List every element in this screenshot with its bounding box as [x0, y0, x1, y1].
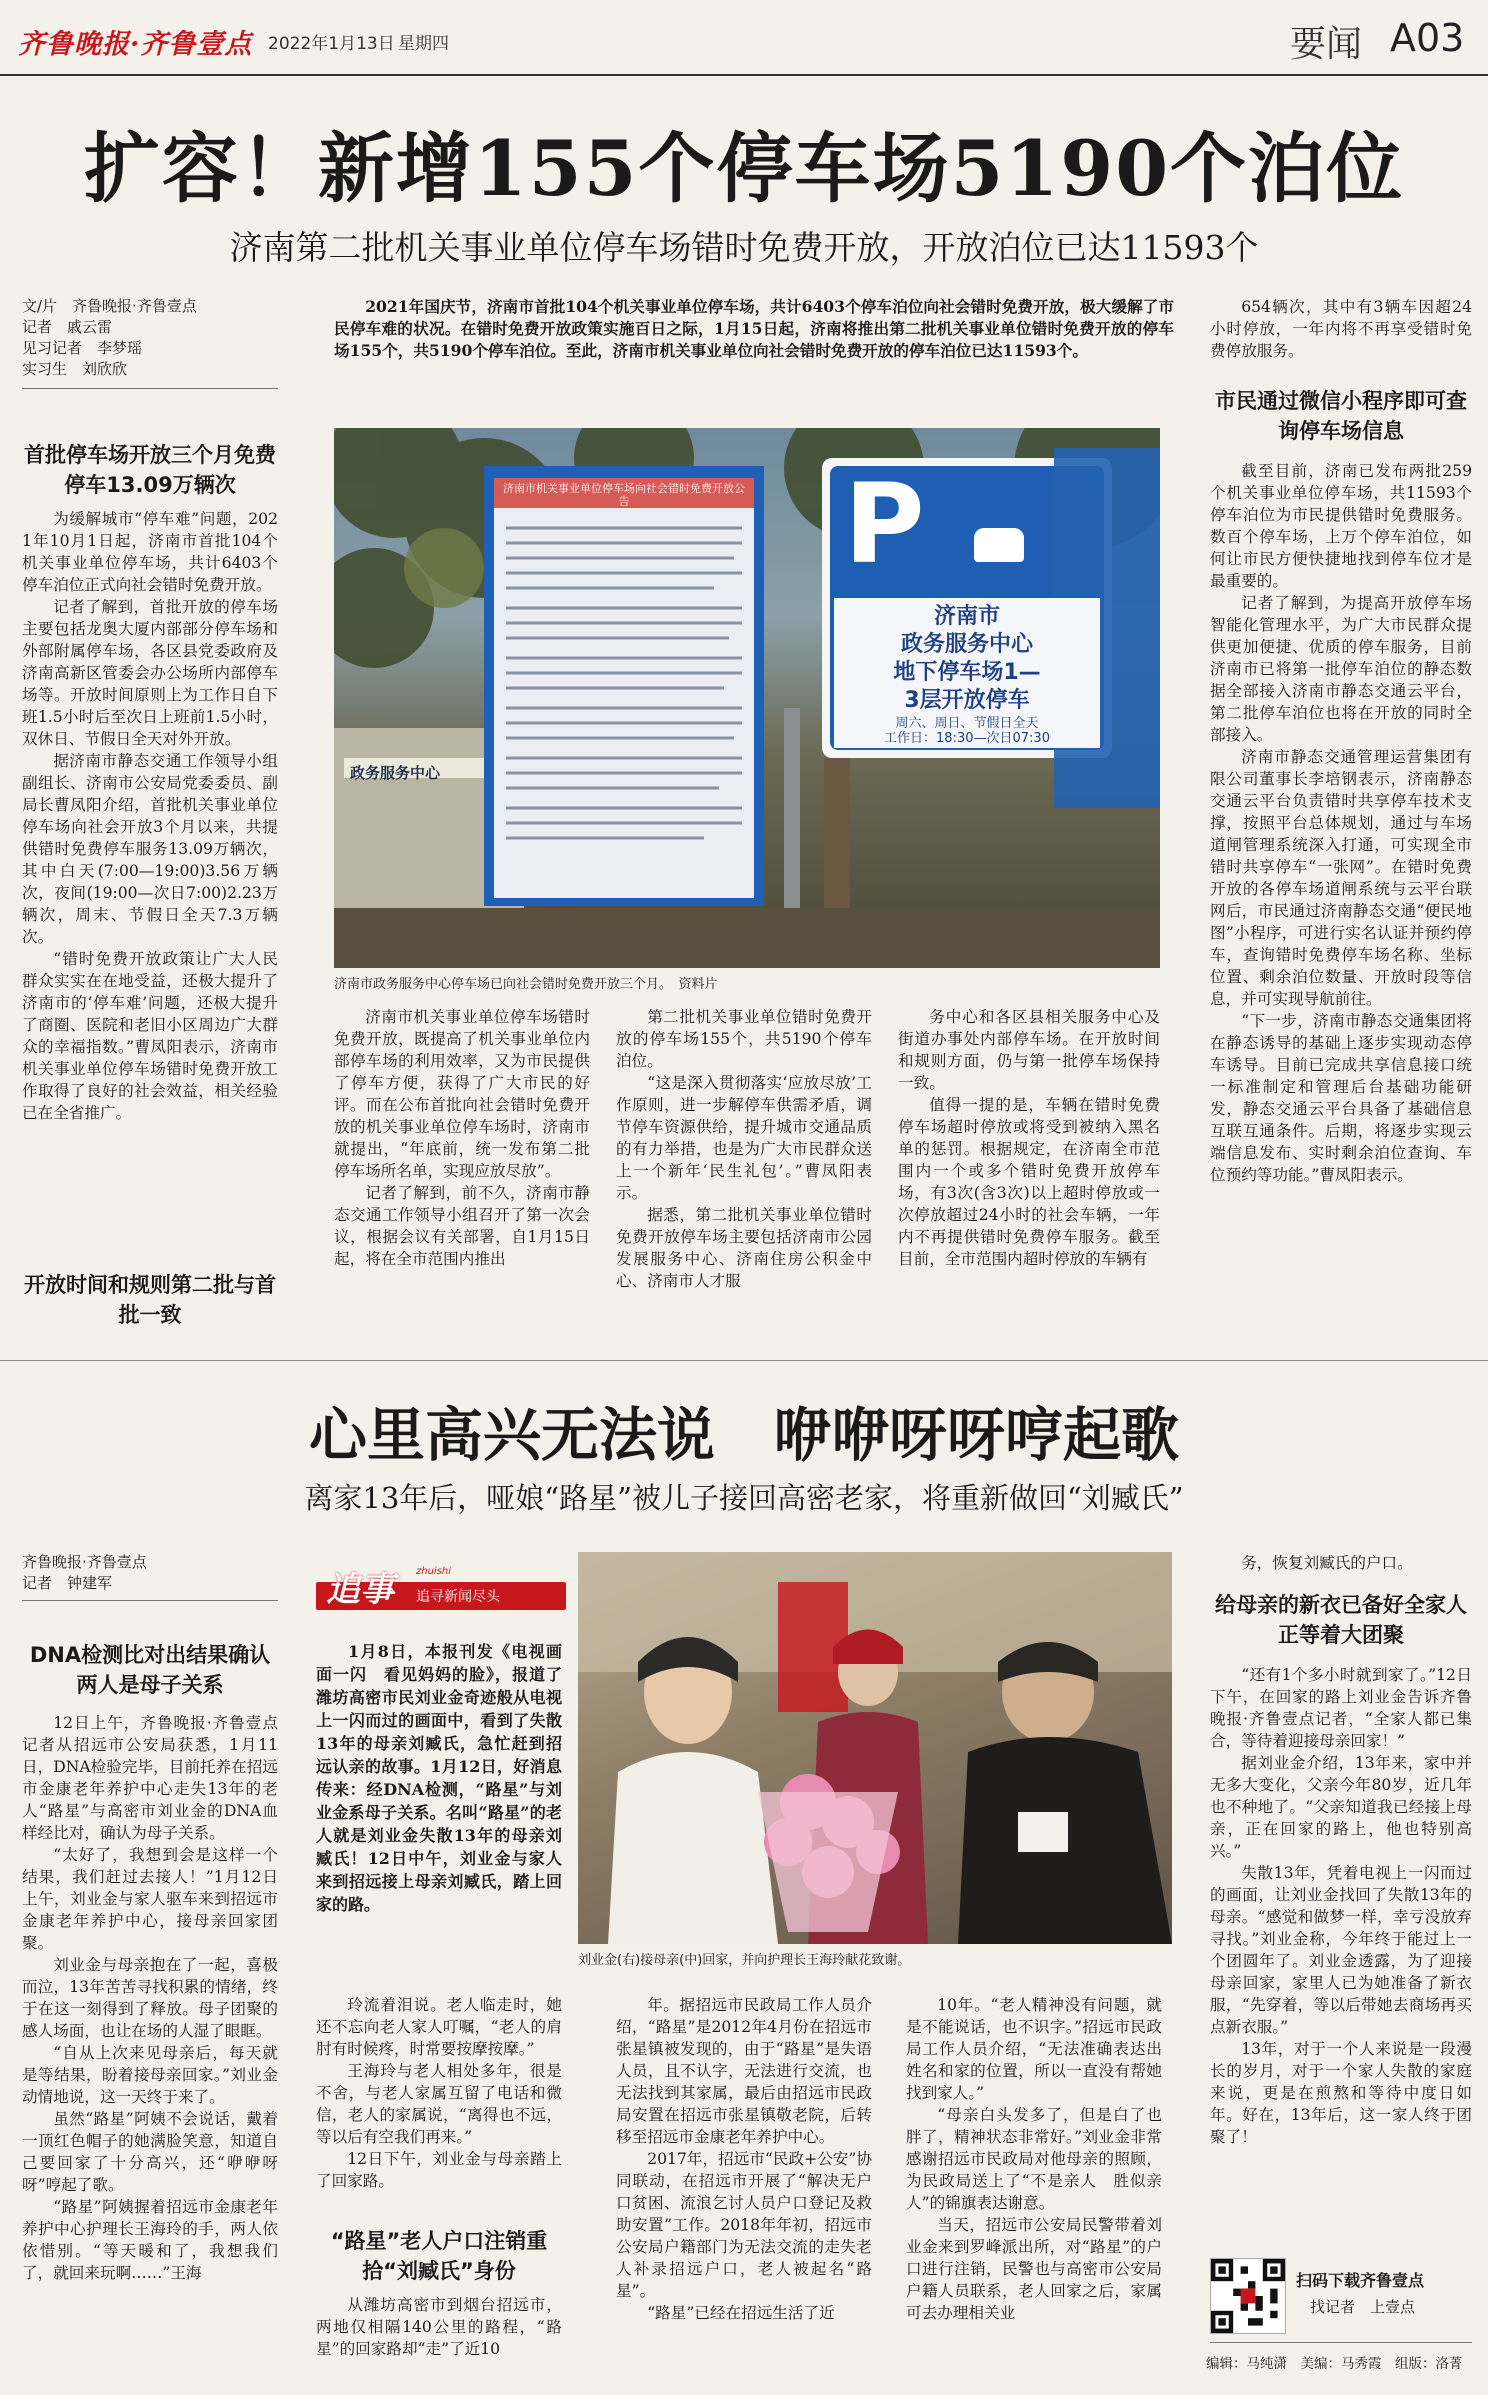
byline-line: 记者 钟建军 — [22, 1574, 113, 1592]
masthead — [0, 0, 1488, 80]
story1-column-4 — [898, 1006, 1160, 1270]
sign-line-2: 政务服务中心 — [900, 632, 1033, 657]
footer-rule — [1210, 2342, 1472, 2343]
story2-subheading-2: “路星”老人户口注销重拾“刘臧氏”身份 — [330, 2229, 548, 2283]
paragraph: 玲流着泪说。老人临走时，她还不忘向老人家人叮嘱，“老人的肩肘有时候疼，时常要按摩按摩。” — [316, 1996, 562, 2058]
story1-subheading-3: 市民通过微信小程序即可查询停车场信息 — [1215, 389, 1467, 443]
page-credits: 编辑：马纯潇 美编：马秀霞 组版：洛菁 — [1206, 2356, 1463, 2372]
story1-byline — [22, 296, 282, 380]
sign-line-1: 济南市 — [933, 604, 1000, 629]
building-sign: 政务服务中心 — [350, 764, 441, 782]
page-number: A03 — [1390, 16, 1465, 60]
story2-column-5a — [1210, 1552, 1472, 1574]
paragraph: 刘业金与母亲抱在了一起，喜极而泣，13年苦苦寻找积累的情绪，终于在这一刻得到了释放。母子团聚的感人场面，也让在场的人湿了眼眶。 — [22, 1956, 278, 2040]
issue-date: 2022年1月13日 — [268, 34, 395, 54]
story1-photo-caption: 济南市政务服务中心停车场已向社会错时免费开放三个月。 资料片 — [334, 977, 718, 992]
qr-code[interactable] — [1210, 2258, 1286, 2334]
byline-line: 文/片 齐鲁晚报·齐鲁壹点 — [22, 297, 197, 315]
qr-caption-1: 扫码下载齐鲁壹点 — [1296, 2271, 1425, 2290]
story-divider — [0, 1360, 1488, 1361]
paragraph: 王海玲与老人相处多年，很是不舍，与老人家属互留了电话和微信，老人的家属说，“离得也不远，等以后有空我们再来。” — [316, 2062, 562, 2146]
story2-lead: 1月8日，本报刊发《电视画面一闪 看见妈妈的脸》，报道了潍坊高密市民刘业金奇迹般从电视上一闪而过的画面中，看到了失散13年的母亲刘臧氏，急忙赶到招远认亲的故事。1月12日，好消息传来：经DNA检测，“路星”与刘业金系母子关系。名叫“路星”的老人就是刘业金失散13年的母亲刘臧氏！12日中午，刘业金与家人来到招远接上母亲刘臧氏，踏上回家的路。 — [316, 1642, 562, 1914]
story1-column-1 — [22, 508, 278, 1124]
story1-column-3 — [616, 1006, 872, 1292]
paragraph: 13年，对于一个人来说是一段漫长的岁月，对于一个家人失散的家庭来说，更是在煎熬和等待中度日如年。好在，13年后，这一家人终于团聚了！ — [1210, 2040, 1472, 2146]
story2-column-1 — [22, 1712, 278, 2284]
car-icon — [974, 528, 1024, 562]
paragraph: 失散13年，凭着电视上一闪而过的画面，让刘业金找回了失散13年的母亲。“感觉和做梦一样，幸亏没放弃寻找。”刘业金称，今年终于能过上一个团圆年了。刘业金透露，为了迎接母亲回家，家里人已为她准备了新衣服，“先穿着，等以后带她去商场再买点新衣服。” — [1210, 1864, 1472, 2036]
badge-pinyin: zhuishi — [416, 1566, 452, 1577]
paragraph: 据悉，第二批机关事业单位错时免费开放停车场主要包括济南市公园发展服务中心、济南住房公积金中心、济南市人才服 — [616, 1206, 872, 1290]
paragraph: 虽然“路星”阿姨不会说话，戴着一顶红色帽子的她满脸笑意，知道自己要回家了十分高兴，还“咿咿呀呀”哼起了歌。 — [22, 2110, 278, 2194]
parking-p-letter: P — [844, 460, 925, 588]
paragraph: “自从上次来见母亲后，每天就是等结果，盼着接母亲回家。”刘业金动情地说，这一天终于来了。 — [22, 2044, 278, 2106]
story1-subhead: 济南第二批机关事业单位停车场错时免费开放，开放泊位已达11593个 — [229, 228, 1259, 267]
sign-line-5: 周六、周日、节假日全天 — [895, 716, 1039, 731]
paragraph: “错时免费开放政策让广大人民群众实实在在地受益，还极大提升了济南市的‘停车难’问题，还极大提升了商圈、医院和老旧小区周边广大群众的幸福指数。”曹凤阳表示，济南市机关事业单位停车场错时免费开放工作取得了良好的社会效益，相关经验已在全省推广。 — [22, 950, 278, 1122]
paragraph: 当天，招远市公安局民警带着刘业金来到罗峰派出所，对“路星”的户口进行注销，民警也与高密市公安局户籍人员联系，老人回家之后，家属可去办理相关业 — [906, 2216, 1162, 2322]
paragraph: 12日上午，齐鲁晚报·齐鲁壹点记者从招远市公安局获悉，1月11日，DNA检验完毕，目前托养在招远市金康老年养护中心走失13年的老人“路星”与高密市刘业金的DNA血样经比对，确认为母子关系。 — [22, 1714, 278, 1842]
qr-caption-2: 找记者 上壹点 — [1310, 2298, 1416, 2316]
paragraph: 值得一提的是，车辆在错时免费停车场超时停放或将受到被纳入黑名单的惩罚。根据规定，在济南全市范围内一个或多个错时免费开放停车场，有3次(含3次)以上超时停放或一次停放超过24小时的社会车辆，一年内不再提供错时免费停车服务。截至目前，全市范围内超时停放的车辆有 — [898, 1096, 1160, 1268]
paragraph: “这是深入贯彻落实‘应放尽放’工作原则，进一步解停车供需矛盾，调节停车资源供给，提升城市交通品质的有力举措，也是为广大市民群众送上一个新年‘民生礼包’。”曹凤阳表示。 — [616, 1074, 872, 1202]
story2-subhead: 离家13年后，哑娘“路星”被儿子接回高密老家，将重新做回“刘臧氏” — [304, 1481, 1184, 1515]
story1-subheading-1: 首批停车场开放三个月免费停车13.09万辆次 — [24, 443, 276, 497]
paragraph: 济南市机关事业单位停车场错时免费开放，既提高了机关事业单位内部停车场的利用效率，又为市民提供了停车方便，获得了广大市民的好评。而在公布首批向社会错时免费开放的机关事业单位停车场时，济南市就提出，“年底前，统一发布第二批停车场所名单，实现应放尽放”。 — [334, 1008, 590, 1180]
sign-line-6: 工作日：18:30—次日07:30 — [884, 731, 1050, 746]
story2-column-2b — [316, 2294, 562, 2360]
reunion-photo — [578, 1552, 1172, 1944]
paragraph: 12日下午，刘业金与母亲踏上了回家路。 — [316, 2150, 562, 2190]
byline-line: 实习生 刘欣欣 — [22, 360, 128, 378]
zhuishi-badge — [316, 1566, 566, 1618]
story1-headline: 扩容！新增155个停车场5190个泊位 — [83, 124, 1405, 213]
paragraph: 年。据招远市民政局工作人员介绍，“路星”是2012年4月份在招远市张星镇被发现的，由于“路星”是失语人员，且不认字，无法进行交流，也无法找到其家属，最后由招远市民政局安置在招远市张星镇敬老院，后转移至招远市金康老年养护中心。 — [616, 1996, 872, 2146]
paragraph: 记者了解到，为提高开放停车场智能化管理水平，为广大市民群众提供更加便捷、优质的停车服务，目前济南市已将第一批停车泊位的静态数据全部接入济南市静态交通云平台，第二批停车泊位也将在开放的同时全部接入。 — [1210, 594, 1472, 744]
paragraph: 务中心和各区县相关服务中心及街道办事处内部停车场。在开放时间和规则方面，仍与第一批停车场保持一致。 — [898, 1008, 1160, 1092]
paragraph: “下一步，济南市静态交通集团将在静态诱导的基础上逐步实现动态停车诱导。目前已完成共享信息接口统一标准制定和管理后台基础功能研发，静态交通云平台具备了基础信息互联互通条件。后期，将逐步实现云端信息发布、实时剩余泊位查询、车位预约等功能。”曹凤阳表示。 — [1210, 1012, 1472, 1184]
qr-pattern — [1211, 2259, 1285, 2333]
parking-sign-photo — [334, 428, 1160, 968]
story2-photo-caption: 刘业金(右)接母亲(中)回家，并向护理长王海玲献花致谢。 — [578, 1953, 911, 1968]
paragraph: “还有1个多小时就到家了。”12日下午，在回家的路上刘业金告诉齐鲁晚报·齐鲁壹点记者，“全家人都已集合，等待着迎接母亲回家！” — [1210, 1666, 1472, 1750]
notice-board-title: 济南市机关事业单位停车场向社会错时免费开放公告 — [503, 482, 745, 508]
story1-subheading-2: 开放时间和规则第二批与首批一致 — [24, 1273, 276, 1327]
paragraph: 654辆次，其中有3辆车因超24小时停放，一年内将不再享受错时免费停放服务。 — [1210, 298, 1472, 360]
story2-column-5b — [1210, 1664, 1472, 2148]
story2-column-2a — [316, 1994, 562, 2192]
newspaper-logo: 齐鲁晚报·齐鲁壹点 — [18, 29, 253, 60]
paragraph: “太好了，我想到会是这样一个结果，我们赶过去接人！”1月12日上午，刘业金与家人驱车来到招远市金康老年养护中心，接母亲回家团聚。 — [22, 1846, 278, 1952]
paragraph: “路星”阿姨握着招远市金康老年养护中心护理长王海玲的手，两人依依惜别。“等天暖和了，我想我们了，就回来玩啊……”王海 — [22, 2198, 278, 2282]
paragraph: 为缓解城市“停车难”问题，2021年10月1日起，济南市首批104个机关事业单位停车场，共计6403个停车泊位正式向社会错时免费开放。 — [22, 510, 278, 594]
byline-rule — [22, 388, 278, 389]
story1-column-5a — [1210, 296, 1472, 362]
paragraph: 2017年，招远市“民政+公安”协同联动，在招远市开展了“解决无户口贫困、流浪乞讨人员户口登记及救助安置”工作。2018年年初，招远市公安局户籍部门为无法交流的走失老人补录招远户口，老人被起名“路星”。 — [616, 2150, 872, 2300]
story2-subheading-3: 给母亲的新衣已备好全家人正等着大团聚 — [1215, 1593, 1467, 1647]
paragraph: 济南市静态交通管理运营集团有限公司董事长李培钢表示，济南静态交通云平台负责错时共享停车技术支撑，按照平台总体规划，通过与车场道闸管理系统深入打通，可实现全市错时共享停车“一张网”。在错时免费开放的各停车场道闸系统与云平台联网后，市民通过济南静态交通“便民地图”小程序，可进行实名认证并预约停车，查询错时免费停车场名称、坐标位置、剩余泊位数量、开放时段等信息，并可实现导航前往。 — [1210, 748, 1472, 1008]
masthead-rule — [0, 74, 1488, 76]
story2-byline — [22, 1552, 282, 1594]
section-name: 要闻 — [1290, 24, 1363, 65]
paragraph: 从潍坊高密市到烟台招远市，两地仅相隔140公里的路程，“路星”的回家路却“走”了近10 — [316, 2296, 562, 2358]
paragraph: 记者了解到，首批开放的停车场主要包括龙奥大厦内部部分停车场和外部附属停车场，各区县党委政府及济南高新区管委会办公场所内部停车场等。开放时间原则上为工作日自下班1.5小时后至次日上班前1.5小时，双休日、节假日全天对外开放。 — [22, 598, 278, 748]
story1-lead: 2021年国庆节，济南市首批104个机关事业单位停车场，共计6403个停车泊位向社会错时免费开放，极大缓解了市民停车难的状况。在错时免费开放政策实施百日之际，1月15日起，济南将推出第二批机关事业单位错时免费开放的停车场155个，共5190个停车泊位。至此，济南市机关事业单位向社会错时免费开放的停车泊位已达11593个。 — [334, 297, 1174, 360]
story1-column-2 — [334, 1006, 590, 1270]
story2-headline: 心里高兴无法说 咿咿呀呀哼起歌 — [308, 1401, 1179, 1469]
byline-line: 齐鲁晚报·齐鲁壹点 — [22, 1553, 147, 1571]
badge-title: 追事 — [326, 1570, 394, 1610]
paragraph: 第二批机关事业单位错时免费开放的停车场155个，共5190个停车泊位。 — [616, 1008, 872, 1070]
byline-rule — [22, 1600, 278, 1601]
sign-line-4: 3层开放停车 — [904, 688, 1030, 713]
paragraph: 据济南市静态交通工作领导小组副组长、济南市公安局党委委员、副局长曹凤阳介绍，首批机关事业单位停车场向社会开放3个月以来，共提供错时免费停车服务13.09万辆次，其中白天(7:00—19:00)3.56万辆次，夜间(19:00—次日7:00)2.23万辆次，周末、节假日全天7.3万辆次。 — [22, 752, 278, 946]
paragraph: “母亲白头发多了，但是白了也胖了，精神状态非常好。”刘业金非常感谢招远市民政局对他母亲的照顾，为民政局送上了“不是亲人 胜似亲人”的锦旗表达谢意。 — [906, 2106, 1162, 2212]
photo-scene — [578, 1552, 1172, 1944]
story2-subheading-1: DNA检测比对出结果确认两人是母子关系 — [29, 1643, 271, 1697]
issue-weekday: 星期四 — [398, 34, 449, 54]
paragraph: 截至目前，济南已发布两批259个机关事业单位停车场，共11593个停车泊位为市民提供错时免费服务。数百个停车场，上万个停车泊位，如何让市民方便快捷地找到停车位才是最重要的。 — [1210, 462, 1472, 590]
sign-line-3: 地下停车场1— — [893, 660, 1041, 685]
byline-line: 记者 戚云雷 — [22, 318, 113, 336]
paragraph: “路星”已经在招远生活了近 — [647, 2304, 835, 2322]
paragraph: 据刘业金介绍，13年来，家中并无多大变化，父亲今年80岁，近几年也不种地了。“父亲知道我已经接上母亲，正在回家的路上，他也特别高兴。” — [1210, 1754, 1472, 1860]
badge-subtitle: 追寻新闻尽头 — [416, 1589, 500, 1605]
paragraph: 务，恢复刘臧氏的户口。 — [1241, 1554, 1413, 1572]
story1-column-5b — [1210, 460, 1472, 1186]
story2-column-4 — [906, 1994, 1162, 2324]
paragraph: 10年。“老人精神没有问题，就是不能说话，也不识字。”招远市民政局工作人员介绍，“无法准确表达出姓名和家的位置，所以一直没有帮她找到家人。” — [906, 1996, 1162, 2102]
story2-column-3 — [616, 1994, 872, 2324]
byline-line: 见习记者 李梦瑶 — [22, 339, 143, 357]
paragraph: 记者了解到，前不久，济南市静态交通工作领导小组召开了第一次会议，根据会议有关部署，自1月15日起，将在全市范围内推出 — [334, 1184, 590, 1268]
